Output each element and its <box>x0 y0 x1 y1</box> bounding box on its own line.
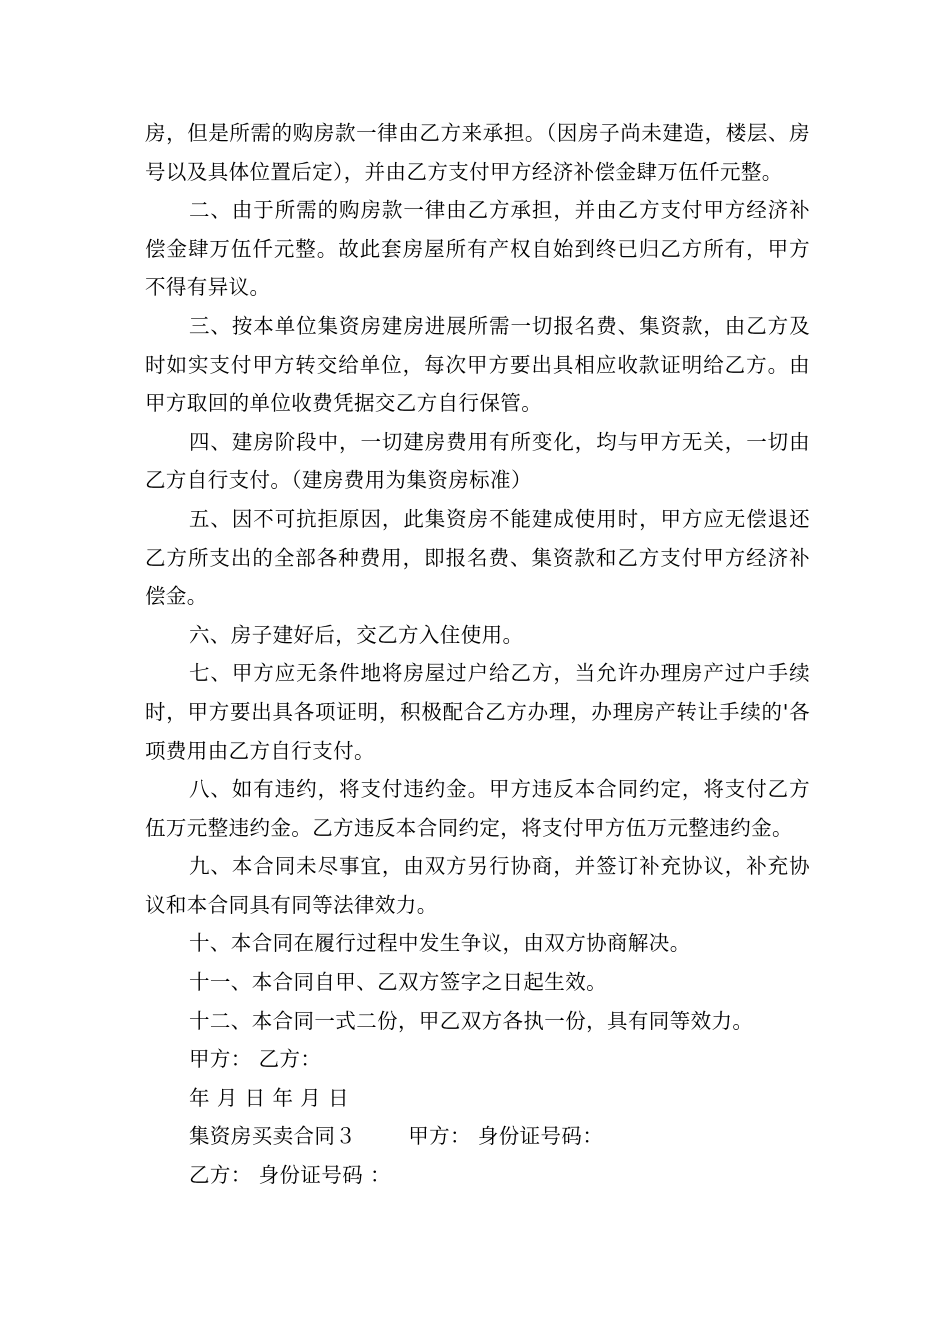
clause-10: 十、本合同在履行过程中发生争议，由双方协商解决。 <box>189 931 691 956</box>
clause-12: 十二、本合同一式二份，甲乙双方各执一份，具有同等效力。 <box>189 1008 754 1033</box>
clause-2: 二、由于所需的购房款一律由乙方承担，并由乙方支付甲方经济补偿金肆万伍仟元整。故此套房屋所有产权自始到终已归乙方所有，甲方不得有异议。 <box>145 198 810 300</box>
clause-11: 十一、本合同自甲、乙双方签字之日起生效。 <box>189 970 607 995</box>
clause-3: 三、按本单位集资房建房进展所需一切报名费、集资款，由乙方及时如实支付甲方转交给单位，每次甲方要出具相应收款证明给乙方。由甲方取回的单位收费凭据交乙方自行保管。 <box>145 313 810 416</box>
paragraph-continuation: 房，但是所需的购房款一律由乙方来承担。（因房子尚未建造，楼层、房号以及具体位置后定），并由乙方支付甲方经济补偿金肆万伍仟元整。 <box>145 121 810 184</box>
clause-4: 四、建房阶段中，一切建房费用有所变化，均与甲方无关，一切由乙方自行支付。（建房费用为集资房标准） <box>145 429 810 493</box>
next-contract-title: 集资房买卖合同３ <box>189 1124 357 1149</box>
next-contract-header <box>189 1117 810 1156</box>
clause-7: 七、甲方应无条件地将房屋过户给乙方，当允许办理房产过户手续时，甲方要出具各项证明，积极配合乙方办理，办理房产转让手续的'各项费用由乙方自行支付。 <box>145 661 810 763</box>
signature-date-line: 年 月 日 年 月 日 <box>189 1085 349 1110</box>
clause-5: 五、因不可抗拒原因，此集资房不能建成使用时，甲方应无偿退还乙方所支出的全部各种费用，即报名费、集资款和乙方支付甲方经济补偿金。 <box>145 506 810 609</box>
signature-parties: 甲方： 乙方： <box>189 1047 322 1072</box>
contract-body <box>145 114 810 1195</box>
clause-6: 六、房子建好后，交乙方入住使用。 <box>189 622 524 647</box>
clause-8: 八、如有违约，将支付违约金。甲方违反本合同约定，将支付乙方伍万元整违约金。乙方违反本合同约定，将支付甲方伍万元整违约金。 <box>145 777 810 840</box>
party-b-id-line: 乙方： 身份证号码 ： <box>189 1163 391 1188</box>
party-a-id-line: 甲方： 身份证号码： <box>408 1124 604 1149</box>
clause-9: 九、本合同未尽事宜，由双方另行协商，并签订补充协议，补充协议和本合同具有同等法律效力。 <box>145 854 810 917</box>
